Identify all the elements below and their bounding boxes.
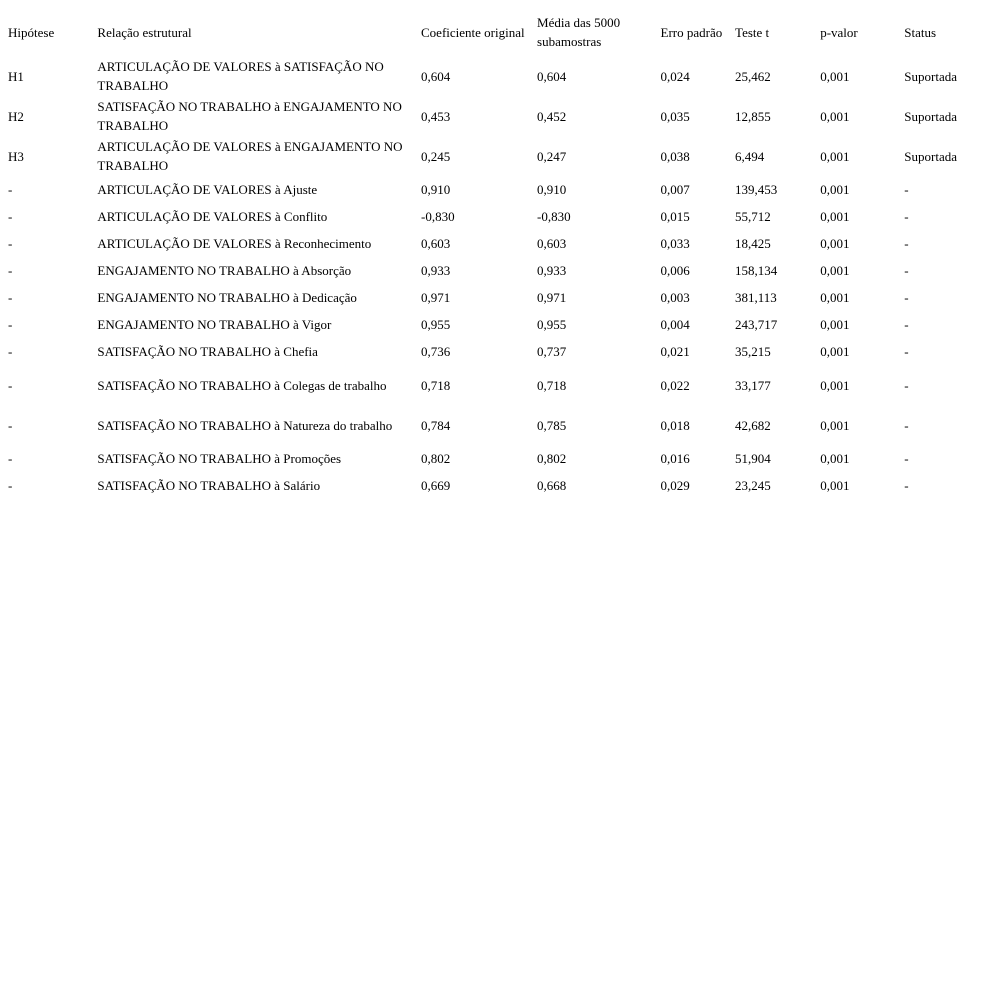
cell-relacao: SATISFAÇÃO NO TRABALHO à Promoções (97, 451, 342, 466)
cell-coeficiente: 0,718 (421, 377, 451, 393)
cell-relacao: ARTICULAÇÃO DE VALORES à Reconhecimento (97, 236, 372, 251)
cell-p-valor: 0,001 (820, 377, 850, 393)
cell-teste-t: 6,494 (735, 148, 765, 164)
cell-media: 0,971 (537, 290, 567, 305)
cell-status: - (904, 182, 909, 197)
table-row (4, 445, 994, 472)
cell-erro-padrao: 0,007 (660, 182, 690, 197)
table-row (4, 176, 994, 203)
cell-status: - (904, 290, 909, 305)
header-hipotese: Hipótese (8, 24, 55, 40)
cell-media: 0,802 (537, 451, 567, 466)
cell-media: -0,830 (537, 209, 571, 224)
table-row (4, 257, 994, 284)
table-row (4, 365, 994, 405)
cell-teste-t: 23,245 (735, 478, 771, 493)
cell-erro-padrao: 0,035 (660, 108, 690, 124)
cell-media: 0,603 (537, 236, 567, 251)
cell-teste-t: 381,113 (735, 290, 777, 305)
cell-status: - (904, 451, 909, 466)
cell-coeficiente: 0,933 (421, 263, 451, 278)
cell-teste-t: 12,855 (735, 108, 771, 124)
cell-p-valor: 0,001 (820, 108, 850, 124)
cell-erro-padrao: 0,038 (660, 148, 690, 164)
cell-coeficiente: 0,603 (421, 236, 451, 251)
table-row (4, 405, 994, 445)
cell-p-valor: 0,001 (820, 451, 850, 466)
cell-coeficiente: 0,245 (421, 148, 451, 164)
cell-erro-padrao: 0,033 (660, 236, 690, 251)
cell-media: 0,452 (537, 108, 567, 124)
cell-media: 0,718 (537, 377, 567, 393)
cell-hipotese: - (8, 417, 13, 433)
header-p-valor: p-valor (820, 24, 858, 40)
cell-teste-t: 55,712 (735, 209, 771, 224)
header-row (4, 8, 994, 56)
cell-p-valor: 0,001 (820, 478, 850, 493)
cell-coeficiente: 0,453 (421, 108, 451, 124)
cell-coeficiente: 0,955 (421, 317, 451, 332)
table-row (4, 311, 994, 338)
cell-media: 0,668 (537, 478, 567, 493)
cell-relacao: ARTICULAÇÃO DE VALORES à Ajuste (97, 182, 318, 197)
cell-relacao: ENGAJAMENTO NO TRABALHO à Vigor (97, 317, 332, 332)
cell-relacao: SATISFAÇÃO NO TRABALHO à Salário (97, 478, 321, 493)
cell-teste-t: 51,904 (735, 451, 771, 466)
cell-teste-t: 139,453 (735, 182, 778, 197)
cell-p-valor: 0,001 (820, 344, 850, 359)
cell-teste-t: 18,425 (735, 236, 771, 251)
cell-status: - (904, 377, 909, 393)
cell-p-valor: 0,001 (820, 317, 850, 332)
table-row (4, 203, 994, 230)
cell-erro-padrao: 0,006 (660, 263, 690, 278)
cell-erro-padrao: 0,024 (660, 68, 690, 84)
cell-relacao: SATISFAÇÃO NO TRABALHO à Natureza do trabalho (97, 417, 393, 433)
cell-p-valor: 0,001 (820, 236, 850, 251)
cell-p-valor: 0,001 (820, 263, 850, 278)
cell-coeficiente: 0,802 (421, 451, 451, 466)
cell-hipotese: - (8, 451, 13, 466)
cell-p-valor: 0,001 (820, 290, 850, 305)
cell-hipotese: - (8, 317, 13, 332)
cell-status: - (904, 344, 909, 359)
cell-erro-padrao: 0,003 (660, 290, 690, 305)
cell-erro-padrao: 0,022 (660, 377, 690, 393)
cell-media: 0,910 (537, 182, 567, 197)
table-row (4, 338, 994, 365)
header-media-subamostras: Média das 5000 subamostras (537, 15, 621, 49)
cell-hipotese: - (8, 209, 13, 224)
cell-media: 0,737 (537, 344, 567, 359)
header-relacao-estrutural: Relação estrutural (97, 24, 192, 40)
header-teste-t: Teste t (735, 24, 770, 40)
table-row (4, 230, 994, 257)
table-row (4, 472, 994, 499)
cell-relacao: SATISFAÇÃO NO TRABALHO à Chefia (97, 344, 318, 359)
cell-teste-t: 243,717 (735, 317, 778, 332)
cell-p-valor: 0,001 (820, 209, 850, 224)
header-erro-padrao: Erro padrão (660, 24, 723, 40)
cell-coeficiente: 0,910 (421, 182, 451, 197)
cell-status: Suportada (904, 68, 957, 84)
cell-p-valor: 0,001 (820, 182, 850, 197)
cell-erro-padrao: 0,029 (660, 478, 690, 493)
cell-hipotese: - (8, 478, 13, 493)
cell-hipotese: - (8, 182, 13, 197)
results-table (4, 8, 994, 499)
cell-media: 0,933 (537, 263, 567, 278)
table-row (4, 136, 994, 176)
cell-coeficiente: 0,736 (421, 344, 451, 359)
cell-status: - (904, 209, 909, 224)
cell-relacao: SATISFAÇÃO NO TRABALHO à ENGAJAMENTO NO TRABALHO (97, 99, 402, 133)
cell-relacao: ENGAJAMENTO NO TRABALHO à Dedicação (97, 290, 357, 305)
cell-relacao: ARTICULAÇÃO DE VALORES à ENGAJAMENTO NO TRABALHO (97, 139, 403, 173)
cell-p-valor: 0,001 (820, 68, 850, 84)
cell-media: 0,955 (537, 317, 567, 332)
cell-relacao: ARTICULAÇÃO DE VALORES à Conflito (97, 209, 328, 224)
cell-erro-padrao: 0,021 (660, 344, 690, 359)
cell-status: - (904, 417, 909, 433)
cell-relacao: ARTICULAÇÃO DE VALORES à SATISFAÇÃO NO TRABALHO (97, 59, 384, 93)
cell-coeficiente: 0,669 (421, 478, 451, 493)
cell-hipotese: - (8, 377, 13, 393)
cell-hipotese: H3 (8, 148, 24, 164)
cell-status: - (904, 317, 909, 332)
cell-status: - (904, 236, 909, 251)
cell-p-valor: 0,001 (820, 148, 850, 164)
cell-hipotese: - (8, 344, 13, 359)
cell-teste-t: 42,682 (735, 417, 771, 433)
cell-erro-padrao: 0,015 (660, 209, 690, 224)
cell-status: Suportada (904, 108, 957, 124)
cell-coeficiente: 0,604 (421, 68, 451, 84)
cell-media: 0,247 (537, 148, 567, 164)
cell-teste-t: 33,177 (735, 377, 771, 393)
cell-status: Suportada (904, 148, 957, 164)
cell-relacao: ENGAJAMENTO NO TRABALHO à Absorção (97, 263, 352, 278)
table-row (4, 56, 994, 96)
cell-status: - (904, 263, 909, 278)
cell-hipotese: H2 (8, 108, 24, 124)
table-row (4, 96, 994, 136)
cell-hipotese: H1 (8, 68, 24, 84)
cell-media: 0,604 (537, 68, 567, 84)
cell-teste-t: 158,134 (735, 263, 778, 278)
cell-erro-padrao: 0,004 (660, 317, 690, 332)
cell-coeficiente: -0,830 (421, 209, 455, 224)
header-status: Status (904, 24, 937, 40)
cell-media: 0,785 (537, 417, 567, 433)
cell-hipotese: - (8, 263, 13, 278)
cell-hipotese: - (8, 290, 13, 305)
cell-erro-padrao: 0,018 (660, 417, 690, 433)
cell-relacao: SATISFAÇÃO NO TRABALHO à Colegas de trabalho (97, 377, 387, 393)
cell-hipotese: - (8, 236, 13, 251)
table-row (4, 284, 994, 311)
cell-coeficiente: 0,971 (421, 290, 451, 305)
cell-coeficiente: 0,784 (421, 417, 451, 433)
cell-erro-padrao: 0,016 (660, 451, 690, 466)
header-coeficiente-original: Coeficiente original (421, 24, 525, 40)
cell-status: - (904, 478, 909, 493)
cell-teste-t: 35,215 (735, 344, 771, 359)
cell-teste-t: 25,462 (735, 68, 771, 84)
cell-p-valor: 0,001 (820, 417, 850, 433)
